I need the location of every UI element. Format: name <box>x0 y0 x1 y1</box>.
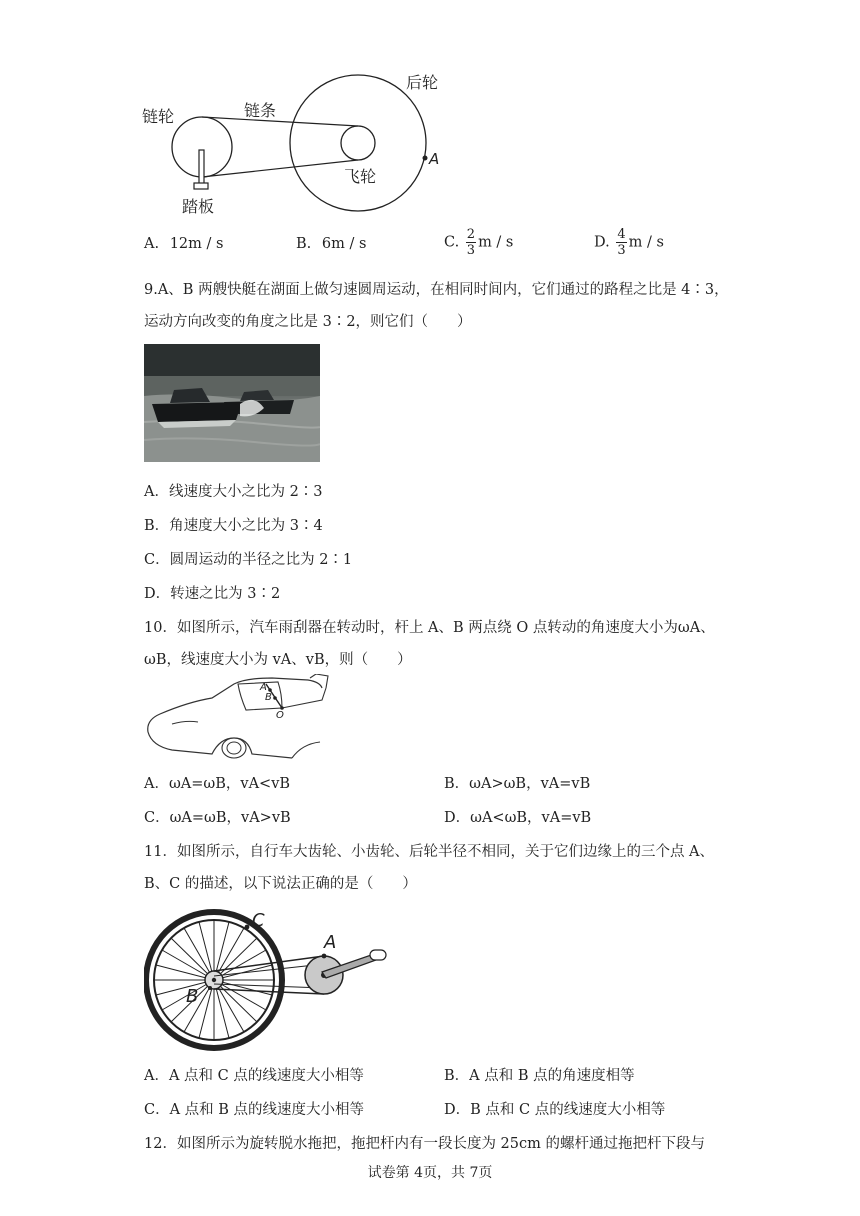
chain-top <box>202 117 358 126</box>
label-b: B <box>186 986 199 1007</box>
label-chainring: 链轮 <box>142 107 175 126</box>
q11-option-d[interactable]: D．B 点和 C 点的线速度大小相等 <box>444 1102 666 1118</box>
label-pedal: 踏板 <box>182 197 215 216</box>
q9-option-b[interactable]: B．角速度大小之比为 3∶4 <box>144 518 323 534</box>
crank-arm <box>199 150 204 184</box>
option-unit: m / s <box>628 234 664 251</box>
speedboats-photo <box>144 344 320 462</box>
option-letter: B. <box>296 236 312 252</box>
option-letter: D. <box>594 234 610 251</box>
label-a: A <box>324 932 337 953</box>
chain-bottom <box>202 160 358 177</box>
q12-stem-line1: 12．如图所示为旋转脱水拖把，拖把杆内有一段长度为 25cm 的螺杆通过拖把杆下段与 <box>144 1136 705 1152</box>
q9-stem-line1: 9.A、B 两艘快艇在湖面上做匀速圆周运动，在相同时间内，它们通过的路程之比是 4∶3， <box>144 282 729 298</box>
label-freewheel: 飞轮 <box>344 167 377 186</box>
q9-stem-line2: 运动方向改变的角度之比是 3∶2，则它们（ ） <box>144 314 472 330</box>
point-c-dot <box>245 925 250 930</box>
q11-option-c[interactable]: C．A 点和 B 点的线速度大小相等 <box>144 1102 365 1118</box>
fraction-numerator: 2 <box>466 227 476 242</box>
q9-option-c[interactable]: C．圆周运动的半径之比为 2∶1 <box>144 552 353 568</box>
pedal <box>370 950 386 960</box>
point-b-dot <box>208 986 212 990</box>
q8-option-b[interactable] <box>296 236 366 252</box>
q8-option-a[interactable] <box>144 236 223 252</box>
point-b-dot <box>273 696 277 700</box>
option-value: 12m / s <box>169 236 224 252</box>
q8-option-d[interactable] <box>594 228 664 257</box>
speedboats-illustration <box>144 344 320 462</box>
fraction-denominator: 3 <box>466 243 476 258</box>
q11-stem-line1: 11．如图所示，自行车大齿轮、小齿轮、后轮半径不相同，关于它们边缘上的三个点 A、 <box>144 844 715 860</box>
bicycle-wheel-diagram <box>144 904 394 1054</box>
fraction-denominator: 3 <box>617 243 626 258</box>
q10-option-c[interactable]: C．ωA=ωB，vA>vB <box>144 810 291 826</box>
freewheel-circle <box>341 126 375 160</box>
page-footer: 试卷第 4页，共 7页 <box>367 1165 493 1181</box>
label-point-a: A <box>429 150 440 168</box>
option-unit: m / s <box>478 234 514 251</box>
q10-option-b[interactable]: B．ωA>ωB，vA=vB <box>444 776 591 792</box>
label-rear-wheel: 后轮 <box>406 73 439 92</box>
label-c: C <box>252 910 265 931</box>
fraction-numerator: 4 <box>617 227 626 242</box>
q11-option-a[interactable]: A．A 点和 C 点的线速度大小相等 <box>144 1068 364 1084</box>
q11-option-b[interactable]: B．A 点和 B 点的角速度相等 <box>444 1068 635 1084</box>
fraction <box>466 228 476 257</box>
q10-stem-line2: ωB，线速度大小为 vA、vB，则（ ） <box>144 652 412 668</box>
point-a-dot <box>322 954 327 959</box>
pedal-block <box>194 183 208 189</box>
bicycle-transmission-diagram <box>140 60 460 220</box>
option-value: 6m / s <box>321 236 367 252</box>
label-o: O <box>276 710 284 721</box>
q10-stem-line1: 10．如图所示，汽车雨刮器在转动时，杆上 A、B 两点绕 O 点转动的角速度大小为ωA、 <box>144 620 715 636</box>
option-letter: C. <box>444 234 460 251</box>
q9-option-a[interactable]: A．线速度大小之比为 2∶3 <box>144 484 323 500</box>
car-wiper-diagram <box>142 674 332 764</box>
label-chain: 链条 <box>244 101 277 120</box>
label-a: A <box>260 682 267 693</box>
option-letter: A. <box>144 236 160 252</box>
label-b: B <box>265 692 272 703</box>
q11-stem-line2: B、C 的描述，以下说法正确的是（ ） <box>144 876 417 892</box>
q9-option-d[interactable]: D．转速之比为 3∶2 <box>144 586 281 602</box>
q10-option-a[interactable]: A．ωA=ωB，vA<vB <box>144 776 291 792</box>
q10-option-d[interactable]: D．ωA<ωB，vA=vB <box>444 810 592 826</box>
fraction <box>616 228 626 257</box>
point-a-dot <box>423 156 428 161</box>
rear-wheel-circle <box>290 75 426 211</box>
chain-bottom <box>214 989 324 994</box>
q8-option-c[interactable] <box>444 228 513 257</box>
